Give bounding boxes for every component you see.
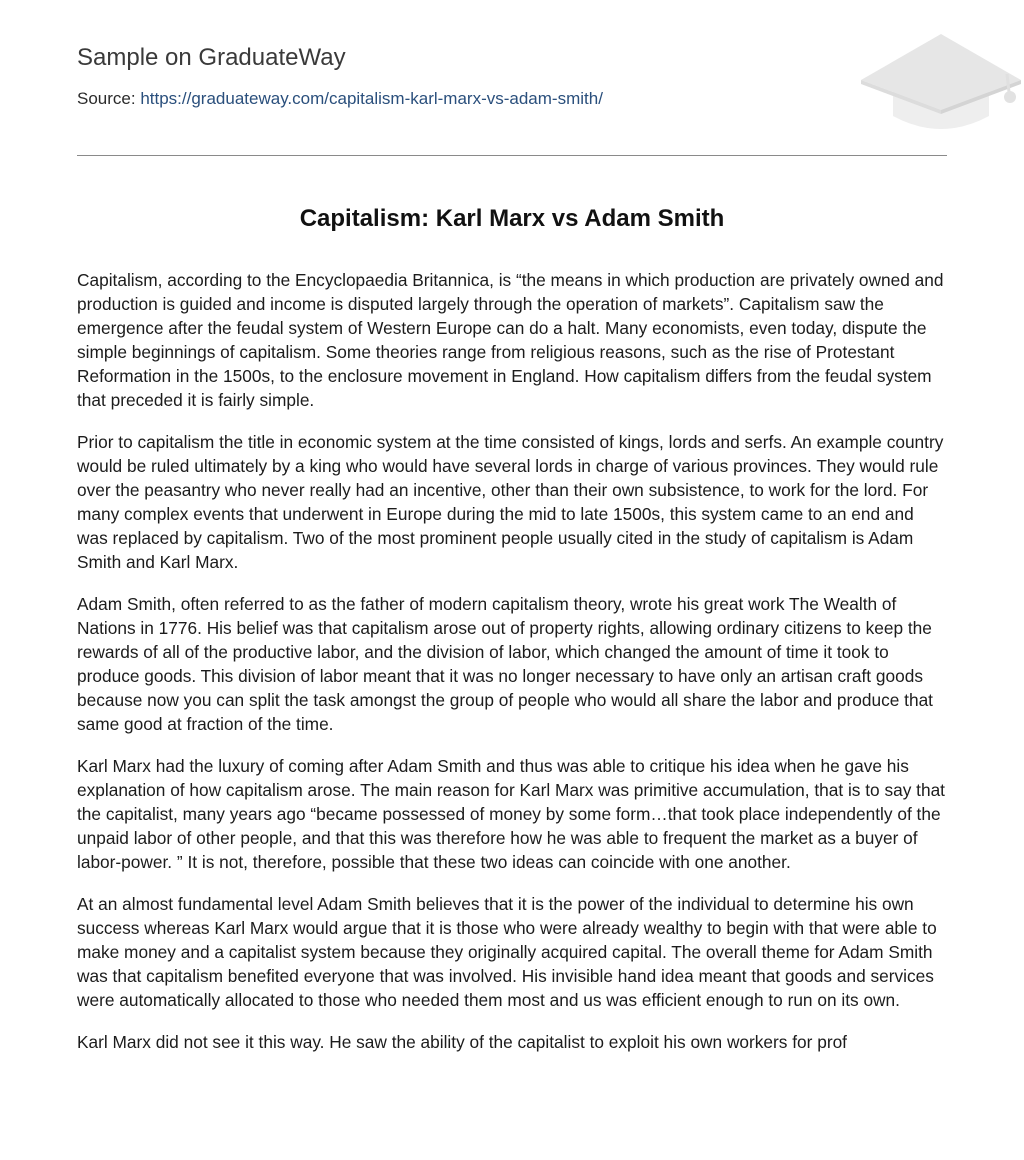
header-divider xyxy=(77,155,947,156)
article-title: Capitalism: Karl Marx vs Adam Smith xyxy=(299,205,725,232)
graduation-cap-icon xyxy=(857,30,1024,134)
article-paragraph: At an almost fundamental level Adam Smith believes that it is the power of the individual to determine his own success whereas Karl Marx would argue that it is those who were already wealthy to begin with that were able to make money and a capitalist system because they originally acquired capital. The overall theme for Adam Smith was that capitalism benefited everyone that was involved. His invisible hand idea meant that goods and services were automatically allocated to those who needed them most and us was efficient enough to run on its own. xyxy=(77,894,937,1010)
article-body xyxy=(77,268,947,1104)
source-link[interactable]: https://graduateway.com/capitalism-karl-marx-vs-adam-smith/ xyxy=(140,89,603,108)
site-name: Sample on GraduateWay xyxy=(77,44,346,71)
article-paragraph: Capitalism, according to the Encyclopaedia Britannica, is “the means in which production are privately owned and production is guided and income is disputed largely through the operation of markets”. Capitalism saw the emergence after the feudal system of Western Europe can do a halt. Many economists, even today, dispute the simple beginnings of capitalism. Some theories range from religious reasons, such as the rise of Protestant Reformation in the 1500s, to the enclosure movement in England. How capitalism differs from the feudal system that preceded it is fairly simple. xyxy=(77,270,944,410)
article-paragraph: Prior to capitalism the title in economic system at the time consisted of kings, lords and serfs. An example country would be ruled ultimately by a king who would have several lords in charge of various provinces. They would rule over the peasantry who never really had an incentive, other than their own subsistence, to work for the lord. For many complex events that underwent in Europe during the mid to late 1500s, this system came to an end and was replaced by capitalism. Two of the most prominent people usually cited in the study of capitalism is Adam Smith and Karl Marx. xyxy=(77,432,944,572)
article-paragraph: Adam Smith, often referred to as the father of modern capitalism theory, wrote his great work The Wealth of Nations in 1776. His belief was that capitalism arose out of property rights, allowing ordinary citizens to keep the rewards of all of the productive labor, and the division of labor, which changed the amount of time it took to produce goods. This division of labor meant that it was no longer necessary to have only an artisan craft goods because now you can split the task amongst the group of people who would all share the labor and produce that same good at fraction of the time. xyxy=(77,594,933,734)
source-label: Source: xyxy=(77,89,136,108)
source-line xyxy=(77,89,603,109)
article-paragraph: Karl Marx did not see it this way. He saw the ability of the capitalist to exploit his own workers for prof xyxy=(77,1032,847,1052)
article-paragraph: Karl Marx had the luxury of coming after Adam Smith and thus was able to critique his idea when he gave his explanation of how capitalism arose. The main reason for Karl Marx was primitive accumulation, that is to say that the capitalist, many years ago “became possessed of money by some form…that took place independently of the unpaid labor of other people, and that this was therefore how he was able to frequent the market as a buyer of labor-power. ” It is not, therefore, possible that these two ideas can coincide with one another. xyxy=(77,756,945,872)
